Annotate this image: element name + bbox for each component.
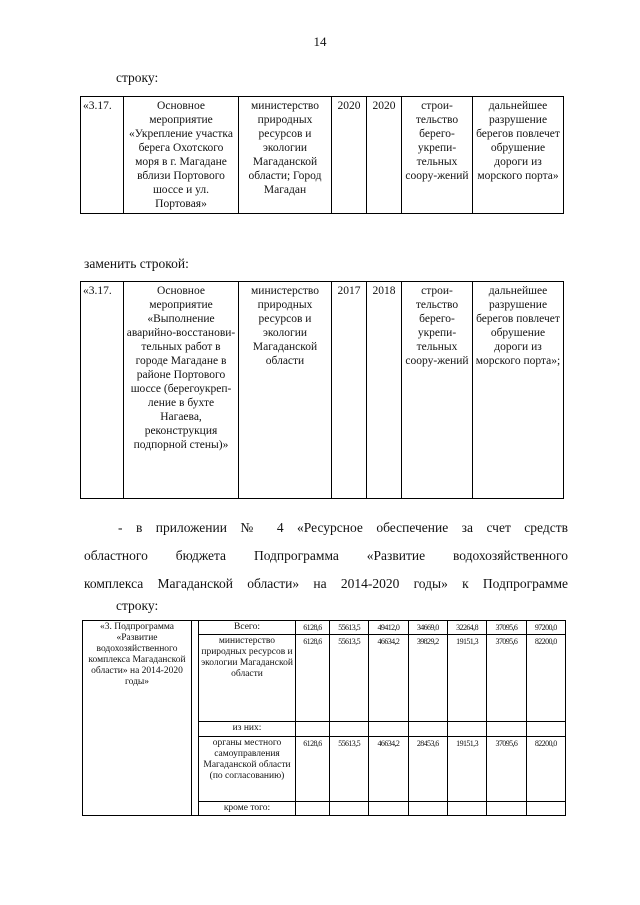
value-cell <box>296 801 330 815</box>
value-cell: 34669,0 <box>408 621 447 635</box>
value-cell: 37095,6 <box>487 621 526 635</box>
cell-activity: строи-тельство берего-укрепи-тельных соору-жений <box>402 282 473 499</box>
value-cell: 46634,2 <box>369 635 408 722</box>
value-cell <box>369 801 408 815</box>
value-cell <box>526 801 565 815</box>
table-resources <box>82 620 566 816</box>
value-cell: 6128,6 <box>296 621 330 635</box>
value-cell <box>329 722 368 736</box>
intro-text-1: строку: <box>116 70 159 85</box>
value-cell: 82200,0 <box>526 635 565 722</box>
cell-activity: строи-тельство берего-укрепи-тельных соору-жений <box>402 97 473 214</box>
paragraph-line-1: - в приложении № 4 «Ресурсное обеспечение за счет средств <box>118 520 568 535</box>
table-row <box>83 621 566 635</box>
paragraph-line-3: комплекса Магаданской области» на 2014-2020 годы» к Подпрограмме <box>84 576 568 591</box>
cell-start-year: 2020 <box>332 97 367 214</box>
paragraph-line-2: областного бюджета Подпрограмма «Развитие водохозяйственного <box>84 548 568 563</box>
value-cell: 39829,2 <box>408 635 447 722</box>
value-cell: 6128,6 <box>296 736 330 801</box>
intro-text-3: строку: <box>116 598 159 613</box>
cell-start-year: 2017 <box>332 282 367 499</box>
cell-spacer <box>192 621 199 816</box>
value-cell: 37095,6 <box>487 736 526 801</box>
paragraph <box>84 514 568 598</box>
value-cell: 97200,0 <box>526 621 565 635</box>
value-cell: 28453,6 <box>408 736 447 801</box>
value-cell <box>526 722 565 736</box>
value-cell <box>408 801 447 815</box>
row-label: органы местного самоуправления Магаданской области (по согласованию) <box>199 736 296 801</box>
value-cell <box>369 722 408 736</box>
table-old-row <box>80 96 564 214</box>
cell-result: дальнейшее разрушение берегов повлечет обрушение дороги из морского порта»; <box>473 282 564 499</box>
page-number: 14 <box>313 34 327 49</box>
value-cell <box>447 801 486 815</box>
value-cell: 6128,6 <box>296 635 330 722</box>
value-cell <box>487 722 526 736</box>
value-cell <box>329 801 368 815</box>
cell-executor: министерство природных ресурсов и экологии Магаданской области <box>239 282 332 499</box>
intro-text-2: заменить строкой: <box>84 256 189 271</box>
value-cell: 55613,5 <box>329 635 368 722</box>
value-cell <box>487 801 526 815</box>
cell-program: «3. Подпрограмма «Развитие водохозяйственного комплекса Магаданской области» на 2014-2020 годы» <box>83 621 192 816</box>
value-cell: 19151,3 <box>447 736 486 801</box>
cell-name: Основное мероприятие «Укрепление участка берега Охотского моря в г. Магадане вблизи Портового шоссе и ул. Портовая» <box>124 97 239 214</box>
cell-end-year: 2020 <box>367 97 402 214</box>
cell-end-year: 2018 <box>367 282 402 499</box>
cell-result: дальнейшее разрушение берегов повлечет обрушение дороги из морского порта» <box>473 97 564 214</box>
value-cell: 55613,5 <box>329 621 368 635</box>
cell-num: «3.17. <box>81 282 124 499</box>
table-new-row <box>80 281 564 499</box>
value-cell: 19151,3 <box>447 635 486 722</box>
cell-name: Основное мероприятие «Выполнение аварийно-восстанови-тельных работ в городе Магадане в районе Портового шоссе (берегоукреп-ление в бухте Нагаева, реконструкция подпорной стены)» <box>124 282 239 499</box>
value-cell: 32264,8 <box>447 621 486 635</box>
value-cell <box>408 722 447 736</box>
value-cell <box>296 722 330 736</box>
row-label: министерство природных ресурсов и экологии Магаданской области <box>199 635 296 722</box>
cell-executor: министерство природных ресурсов и экологии Магаданской области; Город Магадан <box>239 97 332 214</box>
row-label: кроме того: <box>199 801 296 815</box>
value-cell: 82200,0 <box>526 736 565 801</box>
row-label: Всего: <box>199 621 296 635</box>
value-cell: 49412,0 <box>369 621 408 635</box>
table-row <box>81 97 564 214</box>
value-cell <box>447 722 486 736</box>
value-cell: 37095,6 <box>487 635 526 722</box>
row-label: из них: <box>199 722 296 736</box>
table-row <box>81 282 564 499</box>
cell-num: «3.17. <box>81 97 124 214</box>
value-cell: 55613,5 <box>329 736 368 801</box>
value-cell: 46634,2 <box>369 736 408 801</box>
